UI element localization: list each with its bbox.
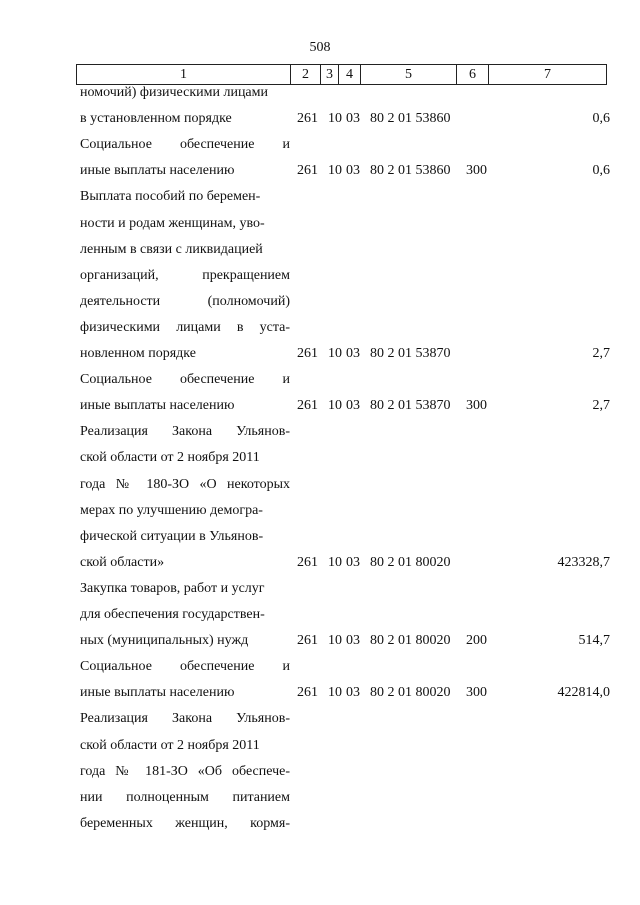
row-description: нии полноценным питанием: [80, 789, 290, 805]
table-row: [0, 785, 640, 811]
cell-target-article: 80 2 01 80020: [370, 554, 451, 570]
column-header-6: 6: [457, 65, 489, 85]
table-row: [0, 472, 640, 498]
row-description: Социальное обеспечение и: [80, 659, 290, 675]
table-row: [0, 680, 640, 706]
cell-target-article: 80 2 01 53860: [370, 111, 451, 127]
column-header-3: 3: [321, 65, 339, 85]
row-description: Закупка товаров, работ и услуг: [80, 580, 265, 596]
column-header-1: 1: [77, 65, 291, 85]
column-header-2: 2: [291, 65, 321, 85]
cell-subsection: 03: [346, 346, 360, 361]
table-row: [0, 419, 640, 445]
cell-target-article: 80 2 01 53870: [370, 398, 451, 414]
cell-subsection: 03: [346, 633, 360, 649]
table-row: [0, 706, 640, 732]
row-description: ных (муниципальных) нужд: [80, 633, 249, 649]
table-row: [0, 237, 640, 263]
cell-target-article: 80 2 01 53860: [370, 163, 451, 179]
table-row: [0, 524, 640, 550]
cell-expense-type: 200: [466, 633, 487, 649]
row-description: года № 180-ЗО «О некоторых: [80, 476, 290, 492]
table-row: [0, 132, 640, 158]
table-row: [0, 315, 640, 341]
row-description: года № 181-ЗО «Об обеспече-: [80, 763, 290, 779]
cell-amount: 0,6: [592, 163, 610, 179]
cell-subsection: 03: [346, 163, 360, 179]
cell-subsection: 03: [346, 685, 360, 701]
row-description: ленным в связи с ликвидацией: [80, 241, 263, 257]
row-description: иные выплаты населению: [80, 398, 235, 414]
row-description: номочий) физическими лицами: [80, 85, 268, 100]
row-description: Реализация Закона Ульянов-: [80, 424, 290, 440]
row-description: физическими лицами в уста-: [80, 319, 290, 335]
row-description: ской области»: [80, 554, 165, 570]
cell-amount: 514,7: [578, 633, 610, 649]
cell-amount: 2,7: [592, 346, 610, 361]
cell-amount: 423328,7: [557, 554, 610, 570]
table-row: [0, 759, 640, 785]
cell-target-article: 80 2 01 80020: [370, 633, 451, 649]
cell-section: 10: [328, 554, 342, 570]
cell-section: 10: [328, 111, 342, 127]
table-row: [0, 811, 640, 837]
table-row: [0, 602, 640, 628]
cell-grbs: 261: [297, 163, 318, 179]
row-description: организаций, прекращением: [80, 267, 290, 283]
cell-subsection: 03: [346, 111, 360, 127]
cell-grbs: 261: [297, 633, 318, 649]
table-row: [0, 184, 640, 210]
table-row: [0, 341, 640, 367]
cell-grbs: 261: [297, 346, 318, 361]
row-description: Социальное обеспечение и: [80, 372, 290, 388]
row-description: деятельности (полномочий): [80, 293, 290, 309]
table-row: [0, 628, 640, 654]
column-header-7: 7: [489, 65, 607, 85]
table-row: [0, 393, 640, 419]
row-description: фической ситуации в Ульянов-: [80, 528, 264, 544]
table-row: [0, 80, 640, 106]
table-row: [0, 654, 640, 680]
table-row: [0, 367, 640, 393]
column-header-4: 4: [339, 65, 361, 85]
row-description: беременных женщин, кормя-: [80, 815, 290, 831]
row-description: в установленном порядке: [80, 111, 232, 127]
table-row: [0, 445, 640, 471]
cell-expense-type: 300: [466, 398, 487, 414]
cell-section: 10: [328, 633, 342, 649]
cell-section: 10: [328, 685, 342, 701]
cell-grbs: 261: [297, 111, 318, 127]
cell-section: 10: [328, 398, 342, 414]
cell-subsection: 03: [346, 554, 360, 570]
cell-section: 10: [328, 163, 342, 179]
cell-target-article: 80 2 01 53870: [370, 346, 451, 361]
row-description: ности и родам женщинам, уво-: [80, 215, 265, 231]
table-row: [0, 158, 640, 184]
page-number: 508: [309, 40, 331, 55]
cell-expense-type: 300: [466, 163, 487, 179]
cell-amount: 0,6: [592, 111, 610, 127]
cell-amount: 422814,0: [557, 685, 610, 701]
row-description: Реализация Закона Ульянов-: [80, 711, 290, 727]
cell-amount: 2,7: [592, 398, 610, 414]
table-row: [0, 498, 640, 524]
row-description: иные выплаты населению: [80, 685, 235, 701]
table-row: [0, 263, 640, 289]
table-row: [0, 733, 640, 759]
table-row: [0, 550, 640, 576]
table-row: [0, 211, 640, 237]
cell-expense-type: 300: [466, 685, 487, 701]
table-row: [0, 106, 640, 132]
table-row: [0, 576, 640, 602]
row-description: ской области от 2 ноября 2011: [80, 737, 260, 753]
table-row: [0, 289, 640, 315]
row-description: новленном порядке: [80, 346, 196, 361]
row-description: мерах по улучшению демогра-: [80, 502, 263, 518]
row-description: Социальное обеспечение и: [80, 137, 290, 153]
row-description: иные выплаты населению: [80, 163, 235, 179]
row-description: ской области от 2 ноября 2011: [80, 450, 260, 466]
cell-subsection: 03: [346, 398, 360, 414]
column-header-5: 5: [361, 65, 457, 85]
cell-section: 10: [328, 346, 342, 361]
cell-grbs: 261: [297, 398, 318, 414]
cell-grbs: 261: [297, 685, 318, 701]
cell-target-article: 80 2 01 80020: [370, 685, 451, 701]
cell-grbs: 261: [297, 554, 318, 570]
row-description: для обеспечения государствен-: [80, 607, 265, 622]
row-description: Выплата пособий по беремен-: [80, 189, 261, 205]
